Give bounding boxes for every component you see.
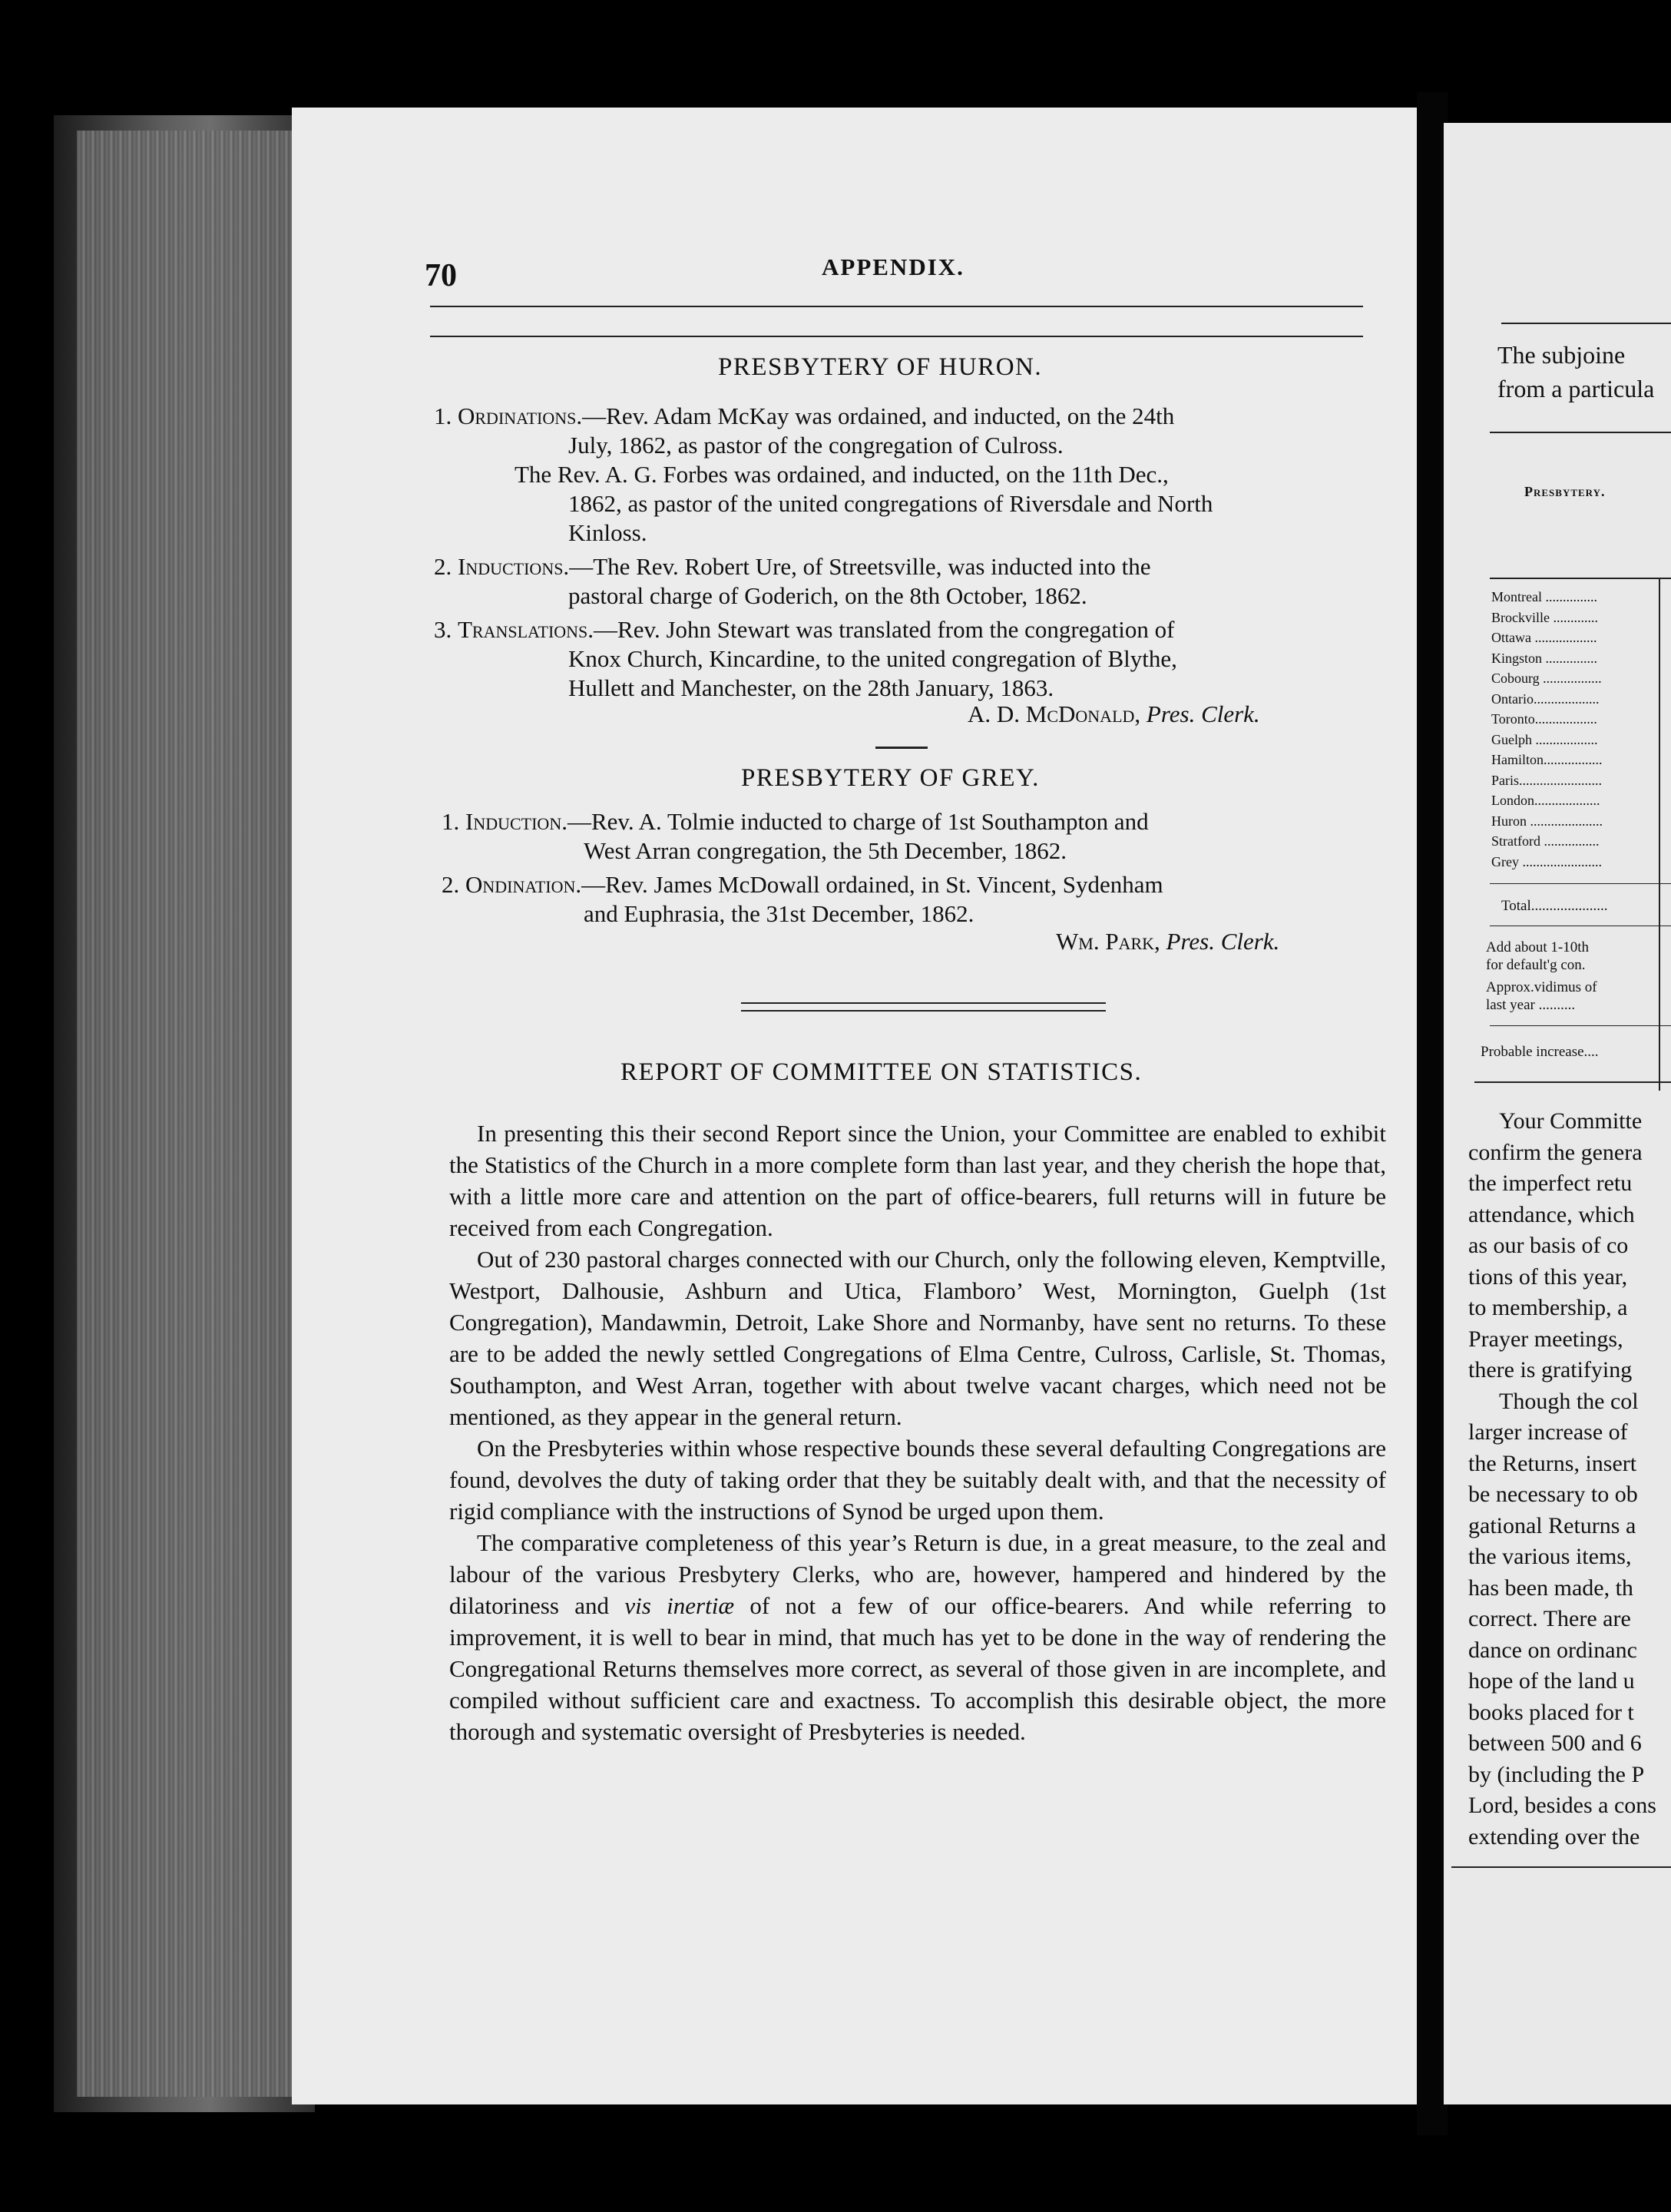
presbytery-row: Huron ..................... — [1491, 813, 1603, 829]
report-paragraph-2: Out of 230 pastoral charges connected with our Church, only the following eleven, Kemptville, Westport, Dalhousie, Ashburn and Utica, Flamboro’ West, Mornington, Guelph (1st Congregation), Mandawmin, Detroit, Lake Shore and Normanby, have sent no returns. To these are to be added the newly settled Congregations of Elma Centre, Culross, Carlisle, St. Thomas, Southampton, and West Arran, together with about twelve vacant charges, which need not be mentioned, as they appear in the general return. — [449, 1246, 1386, 1430]
total-row: Total..................... — [1501, 898, 1608, 914]
report-paragraph-3: On the Presbyteries within whose respective bounds these several defaulting Congregations are found, devolves the duty of taking order that they be suitably dealt with, and that the necessity of rigid compliance with the instructions of Synod be urged upon them. — [449, 1435, 1386, 1525]
presbytery-row: Guelph .................. — [1491, 731, 1598, 747]
section-divider — [875, 747, 928, 749]
right-intro: The subjoine from a particula — [1497, 341, 1655, 402]
huron-inductions-line1: 2. Inductions.—The Rev. Robert Ure, of Streetsville, was inducted into the — [434, 553, 1151, 580]
report-paragraph-4: The comparative completeness of this year’s Return is due, in a great measure, to the zeal and labour of the various Presbytery Clerks, who are, however, hampered and hindered by the dilatoriness and vis inertiæ of not a few of our office-bearers. And while referring to improvement, it is well to bear in mind, that much has yet to be done in the way of rendering the Congregational Returns themselves more correct, as several of those given in are incomplete, and compiled without sufficient care and exactness. To accomplish this desirable object, the more thorough and systematic oversight of Presbyteries is needed. — [449, 1529, 1386, 1745]
presbytery-row: Toronto.................. — [1491, 711, 1597, 727]
huron-translations-line1: 3. Translations.—Rev. John Stewart was translated from the congregation of — [434, 616, 1175, 643]
induction-label: Induction. — [465, 808, 567, 835]
probable-rule — [1490, 1025, 1671, 1026]
grey-ordination-line2: and Euphrasia, the 31st December, 1862. — [584, 900, 974, 927]
add-default-row: Add about 1-10th for default'g con. — [1486, 939, 1590, 973]
presbytery-row: London................... — [1491, 793, 1600, 808]
huron-translations-line2: Knox Church, Kincardine, to the united congregation of Blythe, — [568, 645, 1177, 672]
table-top-rule — [1490, 432, 1671, 433]
huron-ordinations-line5: Kinloss. — [568, 519, 647, 546]
right-bottom-rule — [1451, 1866, 1671, 1868]
report-paragraph-1: In presenting this their second Report since the Union, your Committee are enabled to exhibit the Statistics of the Church in a more complete form than last year, and they cherish the hope that, with a little more care and attention on the part of office-bearers, full returns will in future be received from each Congregation. — [449, 1120, 1386, 1241]
presbytery-row: Hamilton................. — [1491, 752, 1603, 767]
presbytery-list — [1491, 587, 1603, 872]
presbytery-row: Brockville ............. — [1491, 609, 1598, 625]
grey-signature: Wm. Park, Pres. Clerk. — [1056, 928, 1280, 955]
grey-induction-line2: West Arran congregation, the 5th December, 1862. — [584, 837, 1067, 864]
huron-ordinations-line4: 1862, as pastor of the united congregations of Riversdale and North — [568, 490, 1213, 517]
page-edges — [77, 131, 307, 2097]
column-header-presbytery: Presbytery. — [1524, 484, 1606, 499]
inductions-label: Inductions. — [458, 553, 570, 580]
presbytery-row: Ontario................... — [1491, 690, 1600, 707]
ondination-label: Ondination. — [465, 871, 582, 898]
presbytery-row: Paris........................ — [1491, 772, 1602, 788]
approx-vidimus-row: Approx.vidimus of last year .......... — [1486, 979, 1597, 1013]
translations-label: Translations. — [458, 616, 594, 643]
book-gutter — [1417, 92, 1448, 2135]
presbytery-row: Kingston ............... — [1491, 650, 1598, 666]
huron-ordinations-line3: The Rev. A. G. Forbes was ordained, and inducted, on the 11th Dec., — [515, 461, 1169, 488]
header-rule-lower — [430, 336, 1363, 337]
presbytery-row: Montreal ............... — [1491, 589, 1597, 604]
huron-inductions-line2: pastoral charge of Goderich, on the 8th October, 1862. — [568, 582, 1087, 609]
presbytery-row: Cobourg ................. — [1491, 671, 1602, 686]
report-body — [449, 1118, 1386, 1747]
huron-translations-line3: Hullett and Manchester, on the 28th January, 1863. — [568, 674, 1054, 701]
ordinations-label: Ordinations. — [458, 402, 583, 429]
grey-ordination-line1: 2. Ondination.—Rev. James McDowall ordained, in St. Vincent, Sydenham — [442, 871, 1163, 898]
table-column-rule — [1659, 578, 1660, 1091]
total-rule — [1490, 883, 1671, 884]
header-rule — [430, 306, 1363, 307]
running-head: APPENDIX. — [822, 253, 965, 280]
probable-increase-row: Probable increase.... — [1481, 1044, 1599, 1060]
section-title-huron: PRESBYTERY OF HURON. — [718, 353, 1043, 381]
presbytery-row: Stratford ................ — [1491, 833, 1600, 849]
page-number: 70 — [425, 258, 457, 293]
report-title: REPORT OF COMMITTEE ON STATISTICS. — [620, 1058, 1143, 1086]
double-rule-bottom — [741, 1010, 1106, 1012]
right-header-rule — [1501, 323, 1671, 324]
table-bottom-rule — [1474, 1081, 1671, 1083]
right-page-text: Your Committe confirm the genera the imperfect retu attendance, which as our basis of co tions of this year, to membership, a Prayer meetings, there is gratifying Though the col larger increase of the Returns, insert be necessary to ob gational Returns a the various items, has been made, th correct. There are dance on ordinanc hope of the land u books placed for t between 500 and 6 by (including the P Lord, besides a cons extending over the — [1468, 1108, 1656, 1849]
section-title-grey: PRESBYTERY OF GREY. — [741, 764, 1040, 792]
presbytery-row: Grey ....................... — [1491, 853, 1602, 869]
double-rule-top — [741, 1002, 1106, 1004]
grey-induction-line1: 1. Induction.—Rev. A. Tolmie inducted to charge of 1st Southampton and — [442, 808, 1149, 835]
huron-ordinations-line1: 1. Ordinations.—Rev. Adam McKay was ordained, and inducted, on the 24th — [434, 402, 1175, 429]
table-header-rule — [1490, 578, 1671, 579]
huron-signature: A. D. McDonald, Pres. Clerk. — [968, 700, 1260, 727]
huron-ordinations-line2: July, 1862, as pastor of the congregation of Culross. — [568, 432, 1064, 459]
presbytery-row: Ottawa .................. — [1491, 630, 1597, 645]
